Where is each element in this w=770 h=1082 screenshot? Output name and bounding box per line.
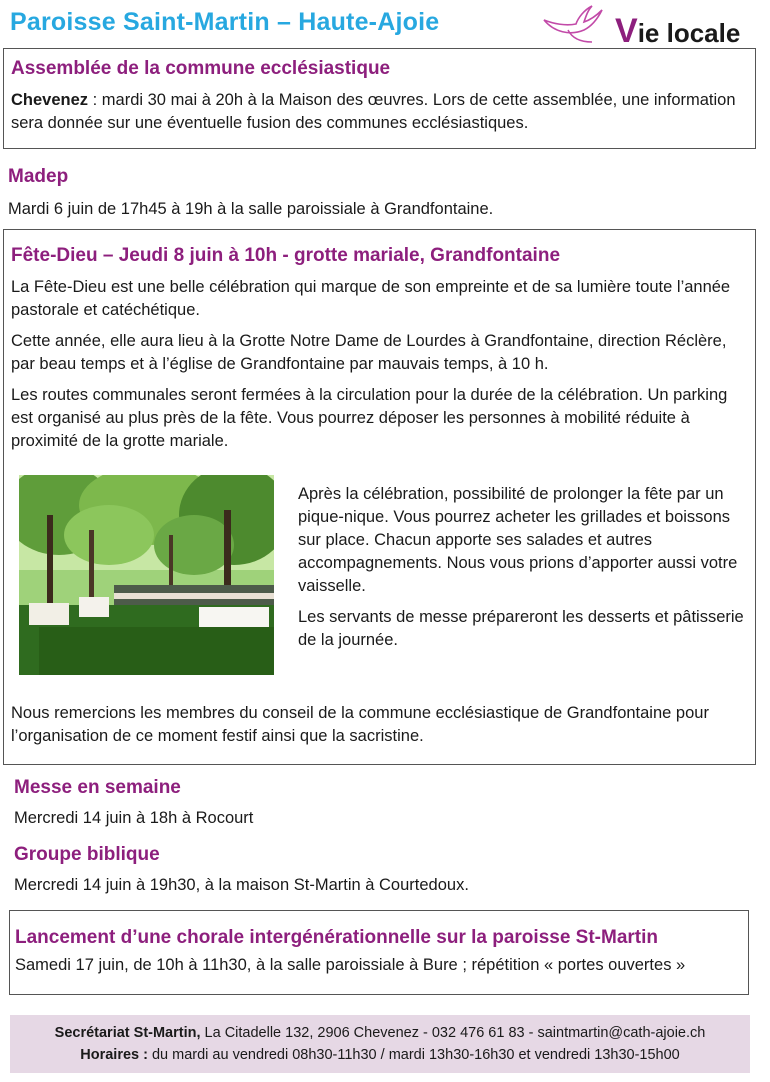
assemblee-lead: Chevenez [11, 91, 89, 109]
fete-dieu-p1: La Fête-Dieu est une belle célébration qui marque de son empreinte et de sa lumière toute l’année pastorale et catéchétique. [11, 278, 731, 319]
fete-dieu-p3: Les routes communales seront fermées à la circulation pour la durée de la célébration. Un parking est organisé au plus près de la fête. Vous pourrez déposer les personnes à mobilité réduite à proximité de la grotte mariale. [11, 386, 728, 450]
madep-text: Mardi 6 juin de 17h45 à 19h à la salle paroissiale à Grandfontaine. [8, 200, 494, 218]
logo-v: V [615, 12, 638, 50]
groupe-text: Mercredi 14 juin à 19h30, à la maison St-Martin à Courtedoux. [14, 876, 469, 894]
messe-text: Mercredi 14 juin à 18h à Rocourt [14, 809, 254, 827]
footer-line2-rest: du mardi au vendredi 08h30-11h30 / mardi 13h30-16h30 et vendredi 13h30-15h00 [147, 1047, 680, 1063]
chorale-text: Samedi 17 juin, de 10h à 11h30, à la salle paroissiale à Bure ; répétition « portes ouvertes » [15, 956, 686, 974]
assemblee-title: Assemblée de la commune ecclésiastique [11, 58, 391, 79]
madep-title: Madep [8, 166, 69, 187]
groupe-section [14, 844, 754, 897]
chorale-box [9, 910, 749, 995]
messe-section [14, 777, 754, 830]
footer-line1 [10, 1022, 750, 1044]
footer-line1-rest: La Citadelle 132, 2906 Chevenez - 032 476 61 83 - saintmartin@cath-ajoie.ch [200, 1025, 706, 1041]
fete-dieu-p4: Après la célébration, possibilité de prolonger la fête par un pique-nique. Vous pourrez acheter les grillades et boissons sur place. Chacun apporte ses salades et autres accompagnements. Nous vous prions d’apporter aussi votre vaisselle. [298, 485, 738, 595]
chorale-title: Lancement d’une chorale intergénérationnelle sur la paroisse St-Martin [15, 927, 658, 948]
logo-rest: ie locale [637, 18, 741, 48]
fete-dieu-title: Fête-Dieu – Jeudi 8 juin à 10h - grotte mariale, Grandfontaine [11, 245, 561, 266]
page-title: Paroisse Saint-Martin – Haute-Ajoie [10, 8, 440, 36]
fete-dieu-p6: Nous remercions les membres du conseil de la commune ecclésiastique de Grandfontaine pour l’organisation de ce moment festif ainsi que la sacristine. [11, 704, 709, 745]
footer [10, 1015, 750, 1073]
assemblee-body: : mardi 30 mai à 20h à la Maison des œuvres. Lors de cette assemblée, une information sera donnée sur une éventuelle fusion des communes ecclésiastiques. [11, 91, 736, 132]
footer-line2 [10, 1044, 750, 1066]
logo-wordmark [615, 12, 740, 51]
assemblee-box [3, 48, 756, 149]
assemblee-text [11, 89, 748, 135]
messe-title: Messe en semaine [14, 777, 181, 798]
footer-line2-bold: Horaires : [80, 1047, 148, 1063]
footer-line1-bold: Secrétariat St-Martin, [54, 1025, 201, 1041]
celebration-photo [19, 475, 274, 675]
madep-section [8, 166, 748, 221]
groupe-title: Groupe biblique [14, 844, 160, 865]
fete-dieu-p2: Cette année, elle aura lieu à la Grotte Notre Dame de Lourdes à Grandfontaine, direction Réclère, par beau temps et à l’église de Grandfontaine par mauvais temps, à 10 h. [11, 332, 727, 373]
fete-dieu-p5: Les servants de messe prépareront les desserts et pâtisserie de la journée. [298, 608, 744, 649]
